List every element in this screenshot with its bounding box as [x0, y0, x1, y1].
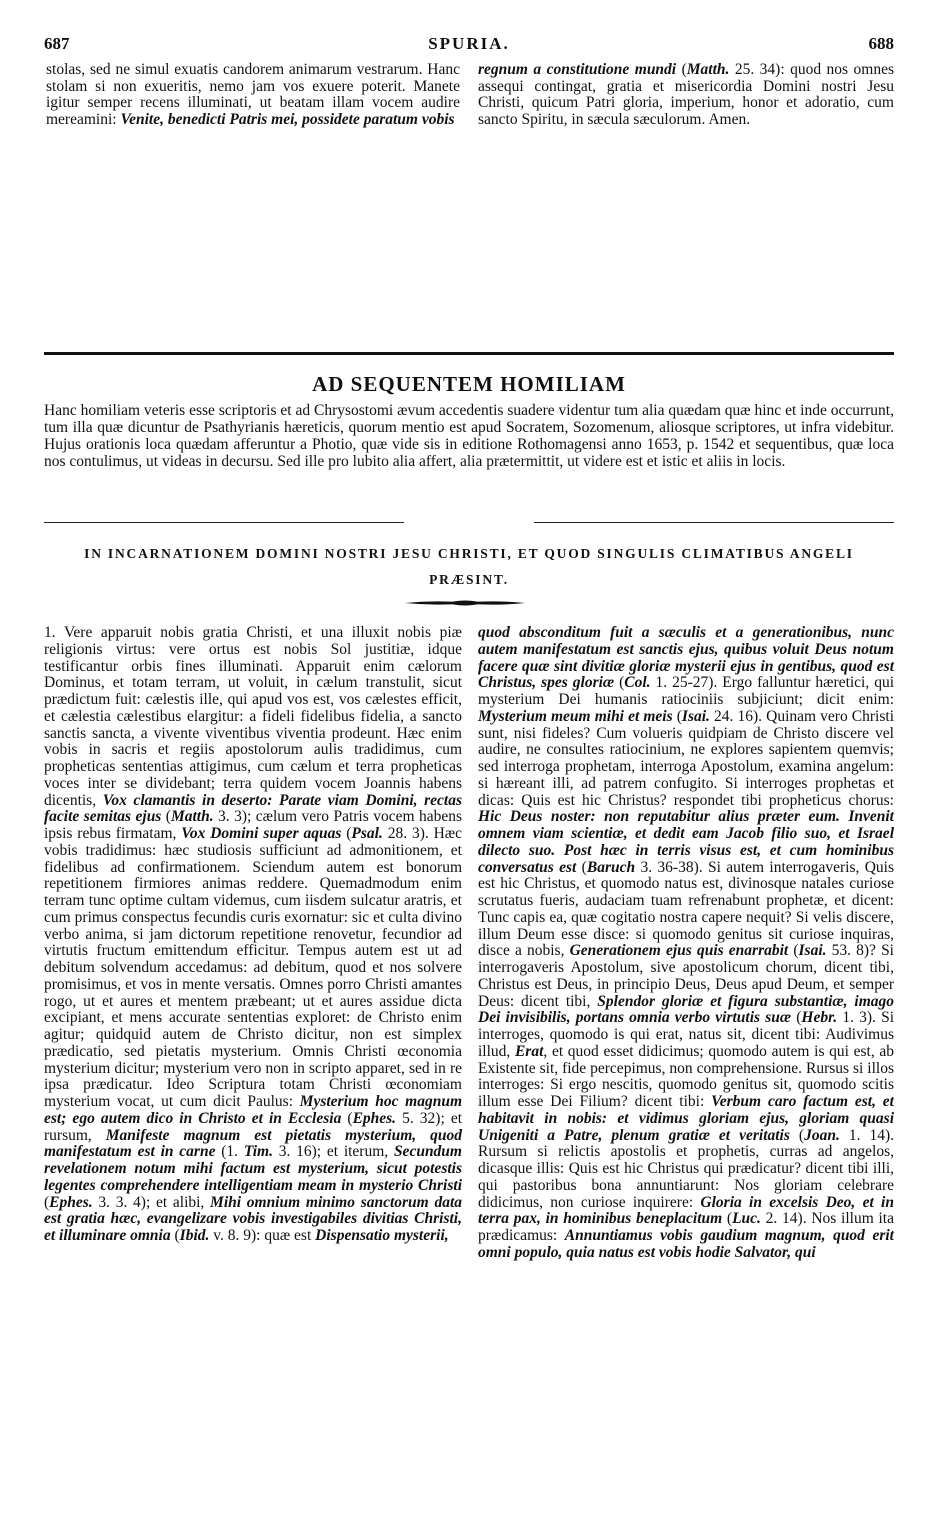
- main-right-column: quod absconditum fuit a sæculis et a generationibus, nunc autem manifestatum est sanctis ejus, quibus voluit Deus notum facere quæ sint divitiæ gloriæ mysterii ejus in gentibus, quod est Christus, spes gloriæ (Col. 1. 25-27). Ergo falluntur hæretici, qui mysterium Dei humanis ratiociniis subjiciunt; dicit enim: Mysterium meum mihi et meis (Isai. 24. 16). Quinam vero Christi sunt, nisi fideles? Cum volueris quidpiam de Christo discere vel audire, ne consultes ratiocinium, ne explores sapientem quemvis; sed interroga prophetam, interroga Apostolum, examina angelum: si hæreant illi, ad patrem confugito. Si interroges prophetas et dicas: Quis est hic Christus? respondet tibi propheticus chorus: Hic Deus noster: non reputabitur alius præter eum. Invenit omnem viam scientiæ, et dedit eam Jacob filio suo, et Israel dilecto suo. Post hæc in terris visus est, et cum hominibus conversatus est (Baruch 3. 36-38). Si autem interrogaveris, Quis est hic Christus, et quomodo natus est, divinosque natales curiose scrutatus fueris, audaciam tuam refrenabunt prophetæ, et dicent: Tunc capis ea, quæ cogitatio nostra capere nequit? Si velis discere, illum Deum esse disce: si quomodo genitus sit curiose inquiras, disce a nobis, Generationem ejus quis enarrabit (Isai. 53. 8)? Si interrogaveris Apostolum, sive apostolicum chorum, dicent tibi, Christus est Deus, in principio Deus, Deus apud Deum, et semper Deus: dicent tibi, Splendor gloriæ et figura substantiæ, imago Dei invisibilis, portans omnia verbo virtutis suæ (Hebr. 1. 3). Si interroges, quomodo is qui erat, natus sit, dicent tibi: Audivimus illud, Erat, et quod esset didicimus; quomodo autem is qui est, ab Existente sit, fide percepimus, non comprehensione. Rursus si illos interroges: Si ergo nescitis, quomodo genitus sit, quomodo scitis illum esse Dei Filium? dicent tibi: Verbum caro factum est, et habitavit in nobis: et vidimus gloriam ejus, gloriam quasi Unigeniti a Patre, plenum gratiæ et veritatis (Joan. 1. 14). Rursum si relictis apostolis et prophetis, curras ad angelos, dicasque illis: Quis est hic Christus qui prædicatur? dicent tibi illi, qui pastoribus bona annuntiarunt: Nos gloriam celebrare didicimus, non curiose inquirere: Gloria in excelsis Deo, et in terra pax, in hominibus beneplacitum (Luc. 2. 14). Nos illum ita prædicamus: Annuntiamus vobis gaudium magnum, quod erit omni populo, quia natus est vobis hodie Salvator, qui: [478, 624, 895, 1261]
- page-header: [44, 34, 894, 58]
- section-title: AD SEQUENTEM HOMILIAM: [312, 372, 626, 396]
- section-divider: [44, 352, 894, 355]
- left-page-number: 687: [44, 34, 70, 53]
- top-left-column: stolas, sed ne simul exuatis candorem animarum vestrarum. Hanc stolam si non exueritis, nemo jam vos exuere poterit. Manete igitur semper recens illuminati, ut beatam illam vocem audire mereamini: Venite, benedicti Patris mei, possidete paratum vobis: [46, 61, 460, 128]
- right-page-number: 688: [868, 34, 894, 53]
- rule-right: [534, 522, 894, 523]
- rule-left: [44, 522, 404, 523]
- top-right-column: regnum a constitutione mundi (Matth. 25. 34): quod nos omnes assequi contingat, gratia et misericordia Domini nostri Jesu Christi, quicum Patri gloria, imperium, honor et adoratio, cum sancto Spiritu, in sæcula sæculorum. Amen.: [478, 61, 895, 128]
- main-left-column: 1. Vere apparuit nobis gratia Christi, et una illuxit nobis piæ religionis virtus: vere ortus est nobis Sol justitiæ, idque testificantur orbis fines illuminati. Apparuit enim cælorum Dominus, et totam terram, ut voluit, in cælum transtulit, sicut prædictum fuit: cælestis ille, qui apud vos est, vos cælestes efficit, et cælestia cælestibus elargitur: a fideli fidelibus fidelia, a sancto sanctis sancta, a vivente viventibus viventia prodeunt. Hæc enim vobis in sacris et regiis apostolorum aulis tradidimus, cum propheticas sententias attigimus, cum cælum et terra propheticas voces inter se dividebant; terra quidem vocem Joannis habens dicentis, Vox clamantis in deserto: Parate viam Domini, rectas facite semitas ejus (Matth. 3. 3); cælum vero Patris vocem habens ipsis rebus firmatam, Vox Domini super aquas (Psal. 28. 3). Hæc vobis tradidimus: hæc studiosis sufficiunt ad admonitionem, et fidelibus ad confirmationem. Sciendum autem est bonorum repetitionem firmiores animas reddere. Quemadmodum enim terram tunc optime cultam videmus, cum iisdem sulcatur aratris, et cum primus conspectus fecundis curis exornatur: sic et culta divino verbo anima, si jam dictorum repetitione renovetur, fecundior ad virtutis fructum emittendum efficitur. Tempus autem est ut ad debitum solvendum accedamus: ad debitum, quod et nos solvere promisimus, et vos in mente versatis. Omnes porro Christi amantes rogo, ut et aures et mentem præbeant; ut et aures assidue dicta excipiant, et mens accurate sententias exploret: de Christo enim agitur; quidquid autem de Christo dicitur, non est simplex prædicatio, sed pietatis mysterium. Omnis Christi œconomia mysterium dicitur; mysterium vero non in scripto apparet, sed in re ipsa prædicatur. Ideo Scriptura totam Christi œconomiam mysterium vocat, ut cum dicit Paulus: Mysterium hoc magnum est; ego autem dico in Christo et in Ecclesia (Ephes. 5. 32); et rursum, Manifeste magnum est pietatis mysterium, quod manifestatum est in carne (1. Tim. 3. 16); et iterum, Secundum revelationem notum mihi factum est mysterium, sicut potestis legentes comprehendere intelligentiam meam in mysterio Christi (Ephes. 3. 3. 4); et alibi, Mihi omnium minimo sanctorum data est gratia hæc, evangelizare vobis investigabiles divitias Christi, et illuminare omnia (Ibid. v. 8. 9): quæ est Dispensatio mysterii,: [44, 624, 463, 1244]
- running-title: SPURIA.: [428, 34, 510, 53]
- intro-text: Hanc homiliam veteris esse scriptoris et ad Chrysostomi ævum accedentis suadere videntur tum alia quædam quæ hinc et inde occurrunt, tum illa quæ dicuntur de Psathyrianis hæreticis, quorum mentio est apud Socratem, Sozomenum, aliosque scriptores, ut infra videbitur. Hujus orationis loca quædam afferuntur a Photio, quæ vide sis in editione Rothomagensi anno 1653, p. 1542 et sequentibus, quæ loca nos contulimus, ut videas in decursu. Sed ille pro lubito alia affert, alia prætermittit, ut videre est et istic et aliis in locis.: [44, 402, 894, 470]
- homily-title: IN INCARNATIONEM DOMINI NOSTRI JESU CHRISTI, ET QUOD SINGULIS CLIMATIBUS ANGELI PRÆSINT.: [84, 546, 854, 587]
- intro-paragraph: [44, 402, 894, 470]
- ornament-divider: [405, 598, 525, 608]
